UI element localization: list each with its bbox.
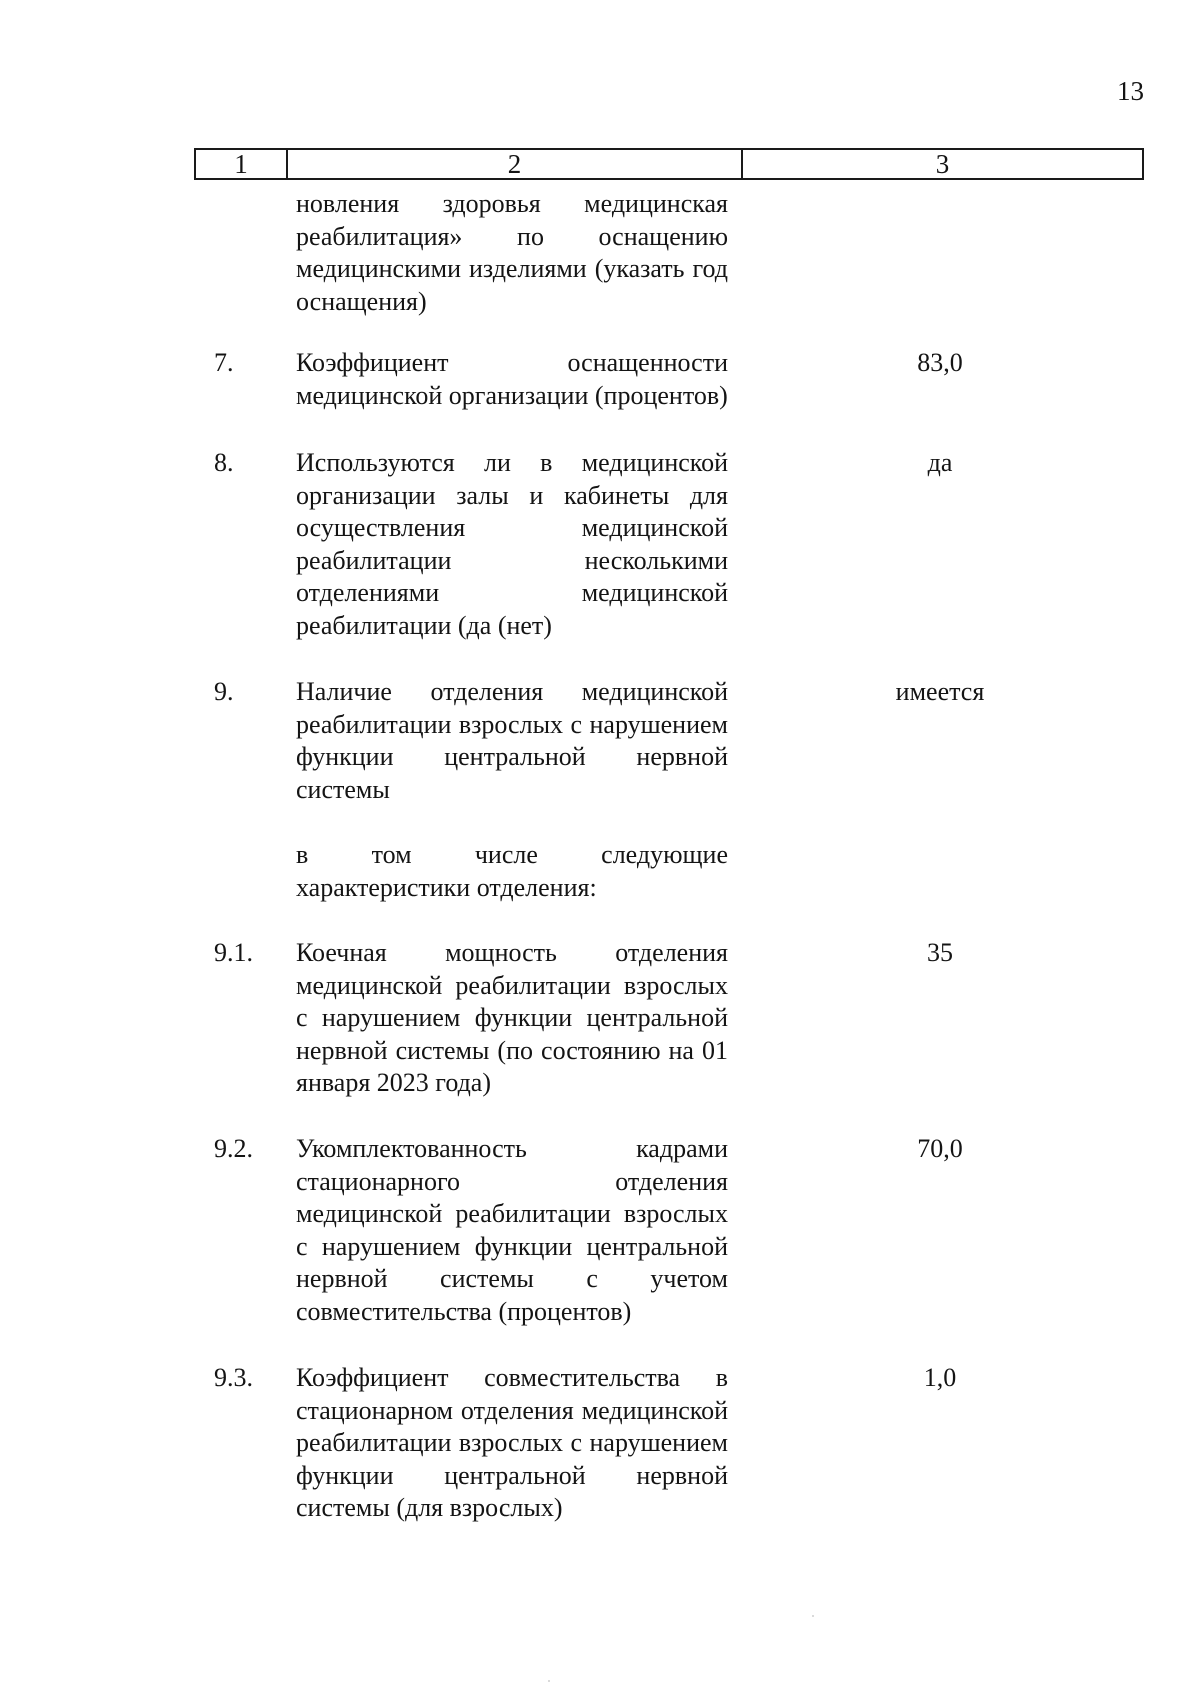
row-number: 9.3. <box>214 1363 253 1392</box>
row-description: Наличие отделения медицинской реабилитации взрослых с нарушением функции центральной нервной системы <box>296 677 728 804</box>
column-header-1: 1 <box>196 150 288 178</box>
page-number: 13 <box>1117 76 1144 106</box>
row-number: 9.1. <box>214 938 253 967</box>
row-value: 35 <box>927 938 953 967</box>
column-header-2: 2 <box>288 150 743 178</box>
row-description: Коэффициент оснащенности медицинской организации (процентов) <box>296 348 728 410</box>
row-value: 83,0 <box>917 348 963 377</box>
row-value: 1,0 <box>923 1363 957 1392</box>
row-value: 70,0 <box>917 1134 963 1163</box>
row-value: да <box>927 448 953 477</box>
table-header <box>194 148 1144 180</box>
row-description: в том числе следующие характеристики отделения: <box>296 840 728 902</box>
scan-speck <box>812 1615 814 1617</box>
column-header-3: 3 <box>935 149 950 179</box>
row-value: имеется <box>895 677 985 706</box>
scan-speck <box>548 1680 550 1682</box>
row-number: 7. <box>214 348 234 377</box>
row-description: Укомплектованность кадрами стационарного отделения медицинской реабилитации взрослых с нарушением функции центральной нервной системы с учетом совместительства (процентов) <box>296 1134 728 1326</box>
row-description: новления здоровья медицинская реабилитация» по оснащению медицинскими изделиями (указать год оснащения) <box>296 189 728 316</box>
row-number: 9.2. <box>214 1134 253 1163</box>
row-description: Коечная мощность отделения медицинской реабилитации взрослых с нарушением функции центральной нервной системы (по состоянию на 01 января 2023 года) <box>296 938 728 1097</box>
row-number: 9. <box>214 677 234 706</box>
row-description: Используются ли в медицинской организации залы и кабинеты для осуществления медицинской реабилитации несколькими отделениями медицинской реабилитации (да (нет) <box>296 448 728 640</box>
row-number: 8. <box>214 448 234 477</box>
row-description: Коэффициент совместительства в стационарном отделения медицинской реабилитации взрослых с нарушением функции центральной нервной системы (для взрослых) <box>296 1363 728 1522</box>
